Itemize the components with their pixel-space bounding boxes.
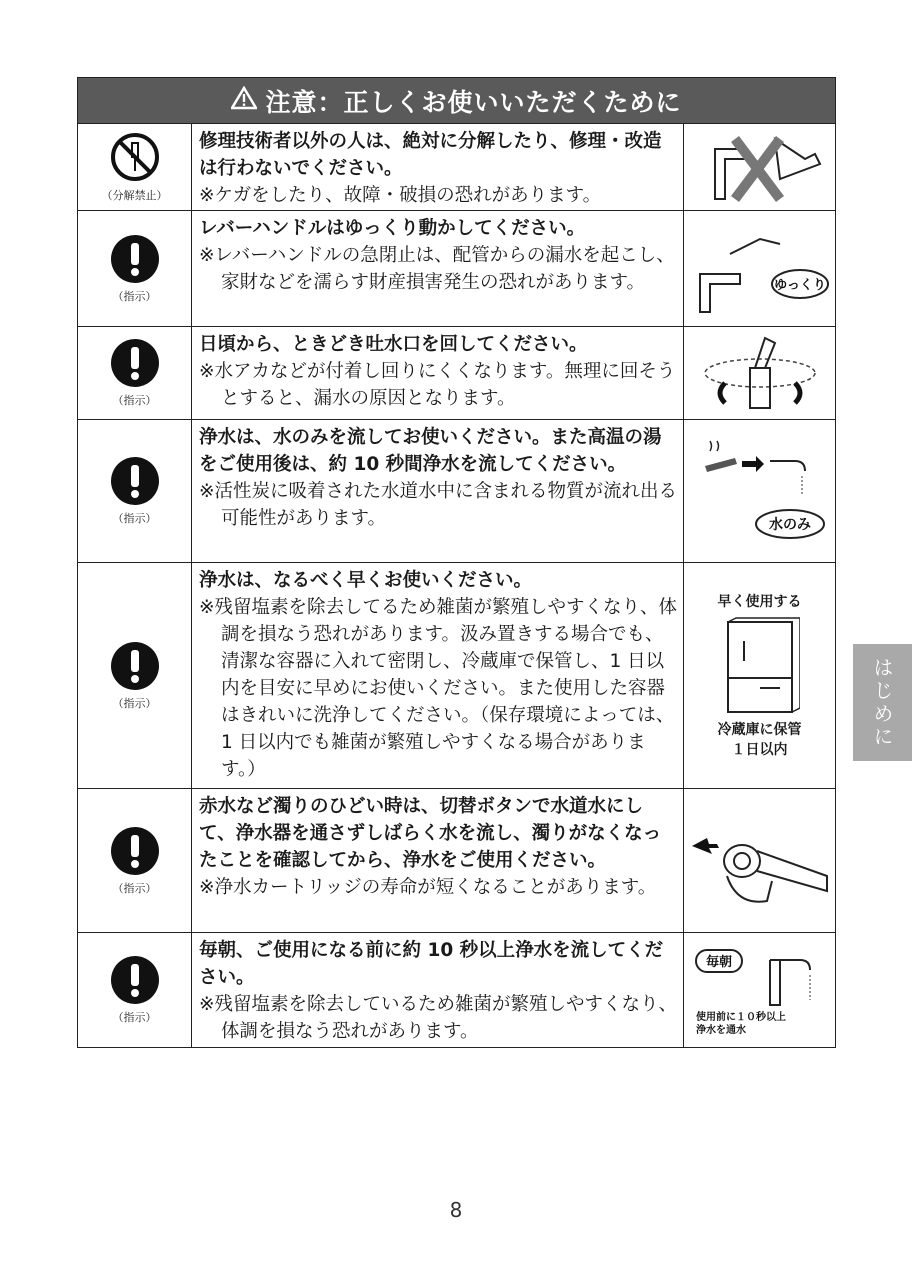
switch-button-icon [687, 806, 832, 916]
icon-caption: （指示） [112, 394, 157, 407]
within-one-day-label: １日以内 [731, 741, 788, 758]
text-cell [192, 327, 684, 419]
icon-cell [78, 420, 192, 562]
page-number: 8 [449, 1198, 463, 1222]
icon-caption: （指示） [112, 1011, 157, 1024]
svg-text:浄水を通水: 浄水を通水 [695, 1025, 746, 1036]
row-title: レバーハンドルはゆっくり動かしてください。 [199, 218, 586, 239]
row-note: ※浄水カートリッジの寿命が短くなることがあります。 [199, 877, 657, 898]
row-title: 赤水など濁りのひどい時は、切替ボタンで水道水にして、浄水器を通さずしばらく水を流し、濁りがなくなったことを確認してから、浄水をご使用ください。 [199, 796, 662, 871]
icon-cell [78, 563, 192, 788]
instruction-icon [110, 641, 160, 691]
use-early-label: 早く使用する [717, 593, 802, 610]
table-row [78, 327, 835, 420]
row-title: 毎朝、ご使用になる前に約 10 秒以上浄水を流してください。 [199, 940, 664, 988]
row-note: ※残留塩素を除去しているため雑菌が繁殖しやすくなり、体調を損なう恐れがあります。 [199, 994, 678, 1042]
no-disassembly-icon [109, 131, 161, 183]
instruction-icon [110, 955, 160, 1005]
row-note: ※レバーハンドルの急閉止は、配管からの漏水を起こし、家財などを濡らす財産損害発生の恐れがあります。 [199, 245, 675, 293]
refrigerate-label: 冷蔵庫に保管 [717, 721, 802, 738]
text-cell [192, 211, 684, 326]
row-note: ※活性炭に吸着された水道水中に含まれる物質が流れ出る可能性があります。 [199, 481, 678, 529]
illustration-cell [684, 933, 835, 1047]
icon-caption: （分解禁止） [101, 189, 168, 202]
text-cell [192, 789, 684, 932]
table-header [78, 78, 835, 124]
instruction-icon [110, 826, 160, 876]
instruction-icon [110, 338, 160, 388]
icon-caption: （指示） [112, 289, 157, 303]
icon-cell [78, 933, 192, 1047]
faucet-wrench-prohibited-icon [695, 129, 825, 205]
text-cell [192, 563, 684, 788]
header-title: 注意：正しくお使いいただくために [265, 87, 682, 117]
row-title: 日頃から、ときどき吐水口を回してください。 [199, 334, 588, 355]
warning-triangle-icon [231, 86, 257, 116]
lever-handle-icon [690, 224, 830, 314]
row-note: ※水アカなどが付着し回りにくくなります。無理に回そうとすると、漏水の原因となります。 [199, 361, 676, 409]
icon-cell [78, 789, 192, 932]
table-row [78, 563, 835, 789]
svg-text:使用前に１０秒以上: 使用前に１０秒以上 [695, 1012, 786, 1023]
table-row [78, 933, 835, 1047]
row-title: 修理技術者以外の人は、絶対に分解したり、修理・改造は行わないでください。 [199, 131, 662, 179]
text-cell [192, 124, 684, 210]
table-row [78, 211, 835, 327]
instruction-icon [110, 456, 160, 506]
row-title: 浄水は、水のみを流してお使いください。また高温の湯をご使用後は、約 10 秒間浄水を流してください。 [199, 427, 662, 475]
morning-flush-icon [690, 940, 830, 1040]
icon-caption: （指示） [112, 512, 157, 525]
section-tab[interactable]: はじめに [853, 644, 912, 761]
row-title: 浄水は、なるべく早くお使いください。 [199, 570, 533, 591]
svg-text:水のみ: 水のみ [768, 517, 811, 533]
illustration-cell [684, 789, 835, 932]
svg-text:毎朝: 毎朝 [705, 955, 732, 970]
illustration-cell [684, 420, 835, 562]
icon-cell [78, 327, 192, 419]
table-row [78, 789, 835, 933]
illustration-cell [684, 211, 835, 326]
table-row [78, 124, 835, 211]
rotate-spout-icon [695, 333, 825, 413]
icon-caption: （指示） [112, 881, 157, 895]
water-only-icon [690, 436, 830, 546]
text-cell [192, 420, 684, 562]
row-note: ※残留塩素を除去してるため雑菌が繁殖しやすくなり、体調を損なう恐れがあります。汲み置きする場合でも、清潔な容器に入れて密閉し、冷蔵庫で保管し、1 日以内を目安に早めにお使いください。また使用した容器はきれいに洗浄してください。（保存環境によっては、1 日以内でも雑菌が繁殖しやすくなる場合があります。） [199, 597, 678, 780]
illustration-cell [684, 124, 835, 210]
icon-cell [78, 124, 192, 210]
illustration-cell [684, 563, 835, 788]
caution-table [77, 77, 836, 1048]
instruction-icon [110, 234, 160, 284]
icon-cell [78, 211, 192, 326]
table-row [78, 420, 835, 563]
refrigerator-icon [720, 616, 800, 716]
illustration-cell [684, 327, 835, 419]
row-note: ※ケガをしたり、故障・破損の恐れがあります。 [199, 185, 602, 206]
text-cell [192, 933, 684, 1047]
icon-caption: （指示） [112, 696, 157, 710]
svg-text:ゆっくり: ゆっくり [773, 277, 826, 293]
